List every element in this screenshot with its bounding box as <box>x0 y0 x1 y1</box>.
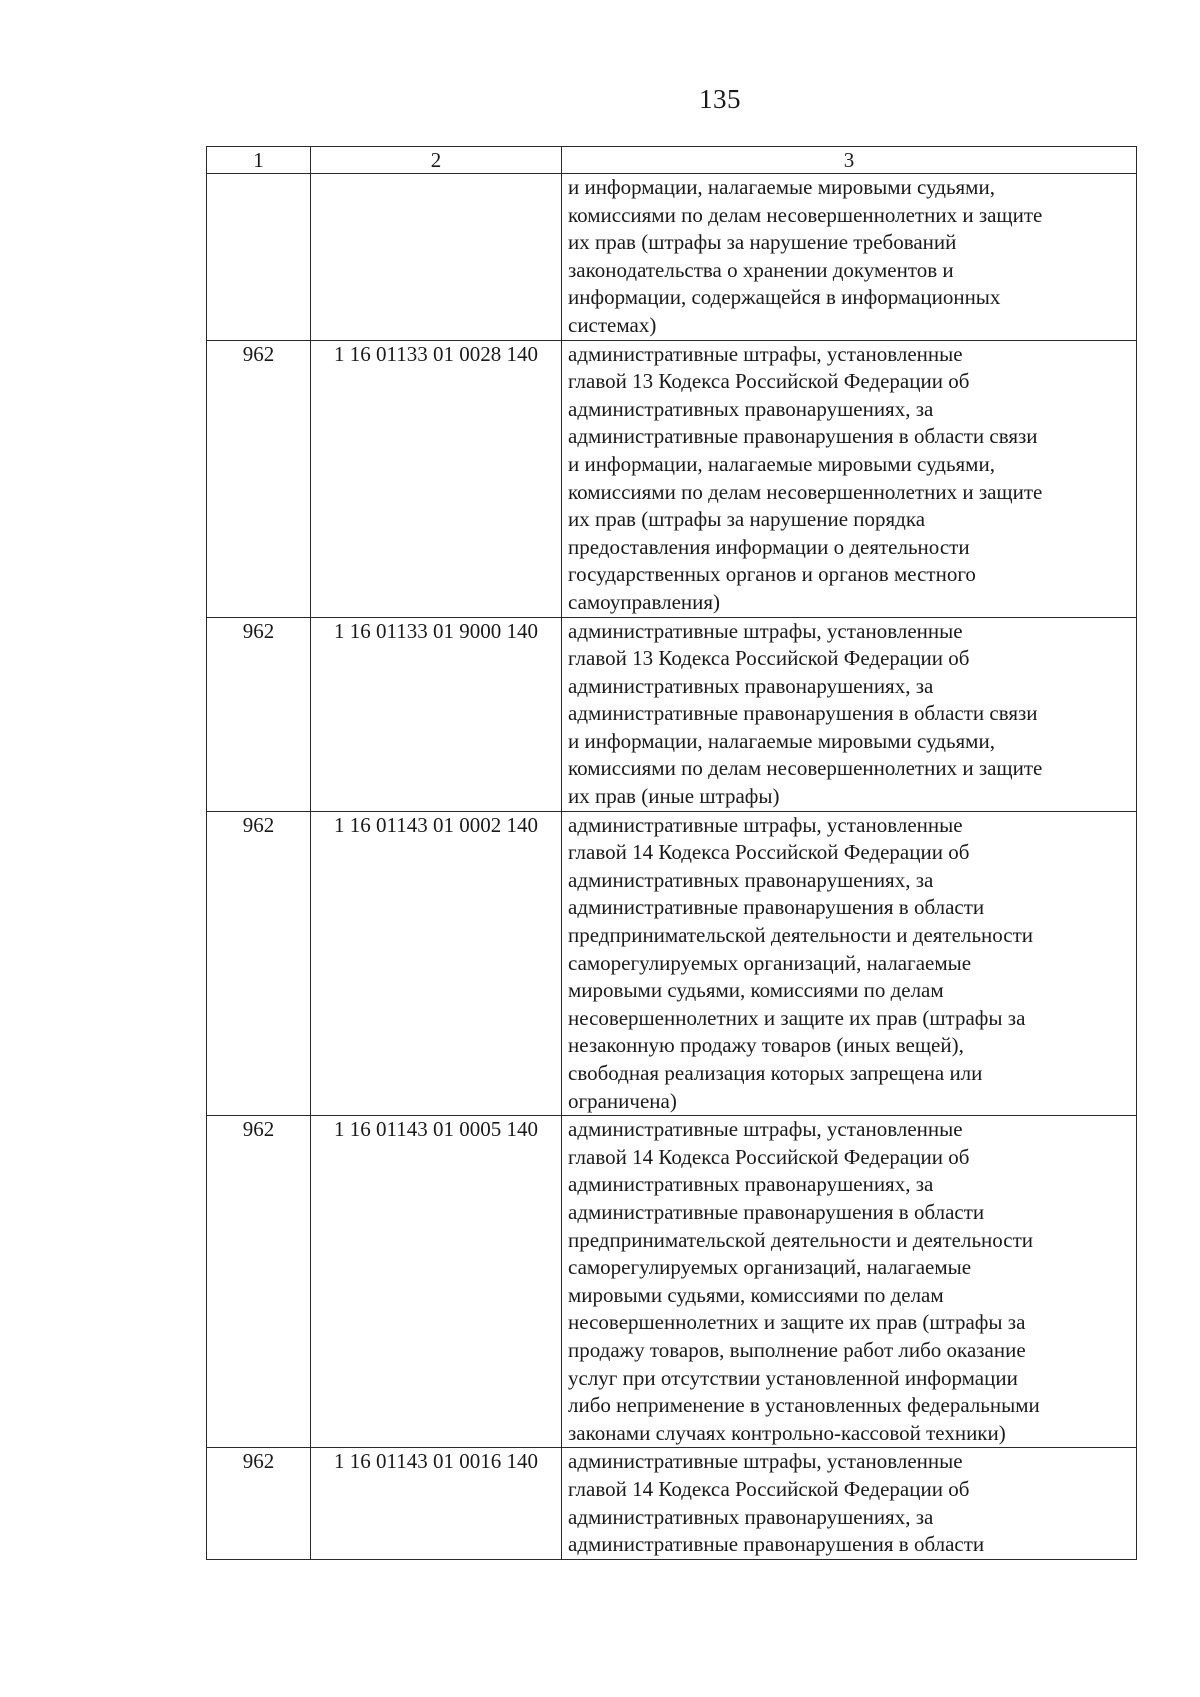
revenue-name-line: информации, содержащейся в информационных <box>568 285 1001 310</box>
revenue-name-line: предпринимательской деятельности и деятельности <box>568 923 1034 948</box>
revenue-name-line: главой 14 Кодекса Российской Федерации об <box>568 1476 970 1501</box>
revenue-name-line: мировыми судьями, комиссиями по делам <box>568 978 944 1003</box>
table-row <box>207 1448 1137 1559</box>
header-column-2: 2 <box>311 147 562 174</box>
revenue-name-line: административных правонарушениях, за <box>568 867 934 892</box>
budget-code-cell: 1 16 01143 01 0016 140 <box>311 1448 562 1559</box>
revenue-name-line: свободная реализация которых запрещена или <box>568 1061 983 1085</box>
revenue-name-line: ограничена) <box>568 1088 677 1113</box>
revenue-name-line: и информации, налагаемые мировыми судьями, <box>568 728 995 753</box>
header-column-1: 1 <box>207 147 311 174</box>
revenue-name-line: главой 13 Кодекса Российской Федерации об <box>568 646 970 671</box>
revenue-name-line: несовершеннолетних и защите их прав (штрафы за <box>568 1310 1026 1335</box>
revenue-name-cell <box>562 617 1137 811</box>
revenue-name-line: административные правонарушения в области связи <box>568 701 1038 726</box>
budget-code-cell: 1 16 01133 01 9000 140 <box>311 617 562 811</box>
revenue-name-line: административные штрафы, установленные <box>568 341 963 366</box>
revenue-name-line: административные штрафы, установленные <box>568 1449 963 1474</box>
revenue-name-line: самоуправления) <box>568 589 721 614</box>
budget-codes-table <box>206 146 1137 1560</box>
revenue-name-line: главой 14 Кодекса Российской Федерации об <box>568 840 970 865</box>
admin-code-cell: 962 <box>207 1448 311 1559</box>
revenue-name-line: административных правонарушениях, за <box>568 1172 934 1197</box>
revenue-name-line: несовершеннолетних и защите их прав (штрафы за <box>568 1005 1026 1030</box>
revenue-name-line: государственных органов и органов местного <box>568 562 976 587</box>
revenue-name-line: административные штрафы, установленные <box>568 812 963 837</box>
revenue-name-line: комиссиями по делам несовершеннолетних и защите <box>568 756 1043 781</box>
budget-code-cell <box>311 174 562 341</box>
revenue-name-line: либо неприменение в установленных федеральными <box>568 1393 1040 1418</box>
revenue-name-line: законами случаях контрольно-кассовой техники) <box>568 1420 1006 1445</box>
revenue-name-line: незаконную продажу товаров (иных вещей), <box>568 1033 964 1058</box>
revenue-name-line: административные правонарушения в области <box>568 1532 985 1557</box>
table-row <box>207 340 1137 617</box>
revenue-name-line: административные правонарушения в области связи <box>568 424 1038 449</box>
table-row <box>207 811 1137 1116</box>
revenue-name-line: административных правонарушениях, за <box>568 673 934 698</box>
budget-code-cell: 1 16 01143 01 0005 140 <box>311 1116 562 1448</box>
revenue-name-line: комиссиями по делам несовершеннолетних и защите <box>568 479 1043 504</box>
admin-code-cell: 962 <box>207 811 311 1116</box>
admin-code-cell <box>207 174 311 341</box>
admin-code-cell: 962 <box>207 617 311 811</box>
budget-code-cell: 1 16 01143 01 0002 140 <box>311 811 562 1116</box>
revenue-name-line: предпринимательской деятельности и деятельности <box>568 1227 1034 1252</box>
budget-code-cell: 1 16 01133 01 0028 140 <box>311 340 562 617</box>
revenue-name-line: саморегулируемых организаций, налагаемые <box>568 1255 972 1280</box>
revenue-name-line: административные штрафы, установленные <box>568 1117 963 1142</box>
revenue-name-line: главой 13 Кодекса Российской Федерации об <box>568 369 970 394</box>
revenue-name-line: мировыми судьями, комиссиями по делам <box>568 1282 944 1307</box>
table-body <box>207 174 1137 1560</box>
revenue-name-cell <box>562 1116 1137 1448</box>
header-column-3: 3 <box>562 147 1137 174</box>
revenue-name-cell <box>562 340 1137 617</box>
revenue-name-cell <box>562 1448 1137 1559</box>
revenue-name-cell <box>562 811 1137 1116</box>
revenue-name-line: административные правонарушения в области <box>568 1199 985 1224</box>
revenue-name-line: их прав (штрафы за нарушение требований <box>568 230 957 255</box>
revenue-name-line: их прав (штрафы за нарушение порядка <box>568 507 926 532</box>
revenue-name-line: административных правонарушениях, за <box>568 1504 934 1529</box>
revenue-name-line: и информации, налагаемые мировыми судьями, <box>568 175 995 199</box>
revenue-name-line: административных правонарушениях, за <box>568 396 934 421</box>
revenue-name-line: административные штрафы, установленные <box>568 618 963 643</box>
revenue-name-line: законодательства о хранении документов и <box>568 257 954 282</box>
revenue-name-line: их прав (иные штрафы) <box>568 784 780 809</box>
table-row <box>207 174 1137 341</box>
revenue-name-line: комиссиями по делам несовершеннолетних и защите <box>568 202 1043 227</box>
table-row <box>207 1116 1137 1448</box>
revenue-name-line: услуг при отсутствии установленной информации <box>568 1365 1018 1390</box>
revenue-name-line: и информации, налагаемые мировыми судьями, <box>568 451 995 476</box>
revenue-name-line: продажу товаров, выполнение работ либо оказание <box>568 1337 1026 1362</box>
revenue-name-line: предоставления информации о деятельности <box>568 534 970 559</box>
revenue-name-line: административные правонарушения в области <box>568 895 985 920</box>
page-number: 135 <box>699 84 741 114</box>
revenue-name-line: главой 14 Кодекса Российской Федерации об <box>568 1144 970 1169</box>
revenue-name-cell <box>562 174 1137 341</box>
revenue-name-line: системах) <box>568 312 657 337</box>
admin-code-cell: 962 <box>207 340 311 617</box>
revenue-name-line: саморегулируемых организаций, налагаемые <box>568 950 972 975</box>
table-row <box>207 617 1137 811</box>
admin-code-cell: 962 <box>207 1116 311 1448</box>
table-header-row <box>207 147 1137 174</box>
